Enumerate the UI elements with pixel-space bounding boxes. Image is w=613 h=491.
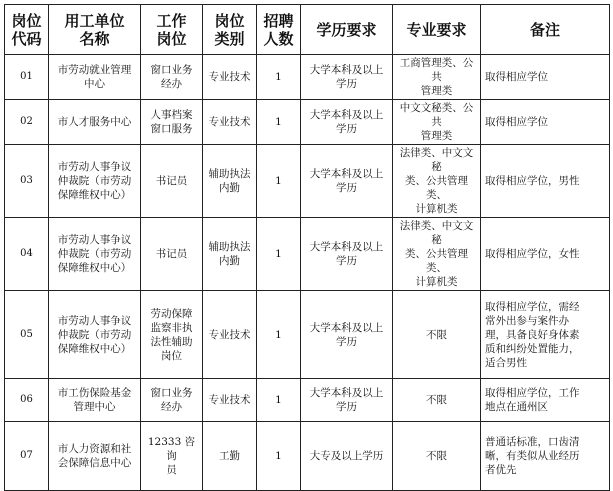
cell-education: 大学本科及以上 学历 xyxy=(301,55,393,100)
cell-unit: 市劳动人事争议 仲裁院（市劳动 保障维权中心） xyxy=(49,218,141,291)
table-row xyxy=(5,145,610,218)
cell-education: 大专及以上学历 xyxy=(301,422,393,491)
header-employer: 用工单位 名称 xyxy=(49,5,141,55)
cell-post: 窗口业务 经办 xyxy=(141,55,203,100)
cell-post: 人事档案 窗口服务 xyxy=(141,100,203,145)
cell-post: 12333 咨询 员 xyxy=(141,422,203,491)
recruitment-table xyxy=(4,4,610,491)
header-position: 工作 岗位 xyxy=(141,5,203,55)
cell-unit: 市人力资源和社 会保障信息中心 xyxy=(49,422,141,491)
cell-unit: 市劳动人事争议 仲裁院（市劳动 保障维权中心） xyxy=(49,291,141,379)
table-row xyxy=(5,218,610,291)
cell-category: 辅助执法 内勤 xyxy=(203,218,257,291)
cell-category: 工勤 xyxy=(203,422,257,491)
cell-post: 窗口业务 经办 xyxy=(141,379,203,422)
cell-education: 大学本科及以上 学历 xyxy=(301,100,393,145)
header-row xyxy=(5,5,610,55)
cell-count: 1 xyxy=(257,422,301,491)
cell-note: 取得相应学位，男性 xyxy=(481,145,610,218)
cell-education: 大学本科及以上 学历 xyxy=(301,218,393,291)
cell-count: 1 xyxy=(257,291,301,379)
cell-post: 书记员 xyxy=(141,218,203,291)
cell-code: 06 xyxy=(5,379,49,422)
cell-count: 1 xyxy=(257,145,301,218)
cell-code: 04 xyxy=(5,218,49,291)
cell-count: 1 xyxy=(257,55,301,100)
cell-note: 取得相应学位 xyxy=(481,55,610,100)
cell-count: 1 xyxy=(257,100,301,145)
cell-note: 取得相应学位，需经 常外出参与案件办 理，具备良好身体素 质和纠纷处置能力， 适合男性 xyxy=(481,291,610,379)
table-row xyxy=(5,422,610,491)
cell-unit: 市劳动人事争议 仲裁院（市劳动 保障维权中心） xyxy=(49,145,141,218)
table-row xyxy=(5,55,610,100)
cell-major: 中文文秘类、公共 管理类 xyxy=(393,100,481,145)
header-count: 招聘 人数 xyxy=(257,5,301,55)
cell-code: 02 xyxy=(5,100,49,145)
cell-count: 1 xyxy=(257,379,301,422)
cell-major: 不限 xyxy=(393,422,481,491)
cell-education: 大学本科及以上 学历 xyxy=(301,291,393,379)
header-post-code: 岗位 代码 xyxy=(5,5,49,55)
cell-post: 劳动保障 监察非执 法性辅助 岗位 xyxy=(141,291,203,379)
table-row xyxy=(5,379,610,422)
cell-code: 05 xyxy=(5,291,49,379)
cell-unit: 市人才服务中心 xyxy=(49,100,141,145)
cell-code: 07 xyxy=(5,422,49,491)
cell-major: 不限 xyxy=(393,291,481,379)
table-row xyxy=(5,100,610,145)
cell-major: 不限 xyxy=(393,379,481,422)
cell-note: 取得相应学位，工作 地点在通州区 xyxy=(481,379,610,422)
cell-note: 取得相应学位 xyxy=(481,100,610,145)
cell-unit: 市劳动就业管理 中心 xyxy=(49,55,141,100)
header-education: 学历要求 xyxy=(301,5,393,55)
header-category: 岗位 类别 xyxy=(203,5,257,55)
cell-category: 专业技术 xyxy=(203,55,257,100)
cell-code: 01 xyxy=(5,55,49,100)
cell-major: 工商管理类、公共 管理类 xyxy=(393,55,481,100)
cell-education: 大学本科及以上 学历 xyxy=(301,379,393,422)
header-notes: 备注 xyxy=(481,5,610,55)
cell-unit: 市工伤保险基金 管理中心 xyxy=(49,379,141,422)
cell-post: 书记员 xyxy=(141,145,203,218)
cell-major: 法律类、中文文秘 类、公共管理类、 计算机类 xyxy=(393,145,481,218)
cell-note: 取得相应学位，女性 xyxy=(481,218,610,291)
cell-education: 大学本科及以上 学历 xyxy=(301,145,393,218)
cell-note: 普通话标准，口齿清 晰，有类似从业经历 者优先 xyxy=(481,422,610,491)
cell-category: 专业技术 xyxy=(203,100,257,145)
cell-category: 专业技术 xyxy=(203,291,257,379)
table-row xyxy=(5,291,610,379)
cell-category: 辅助执法 内勤 xyxy=(203,145,257,218)
cell-code: 03 xyxy=(5,145,49,218)
header-major: 专业要求 xyxy=(393,5,481,55)
cell-major: 法律类、中文文秘 类、公共管理类、 计算机类 xyxy=(393,218,481,291)
cell-count: 1 xyxy=(257,218,301,291)
cell-category: 专业技术 xyxy=(203,379,257,422)
